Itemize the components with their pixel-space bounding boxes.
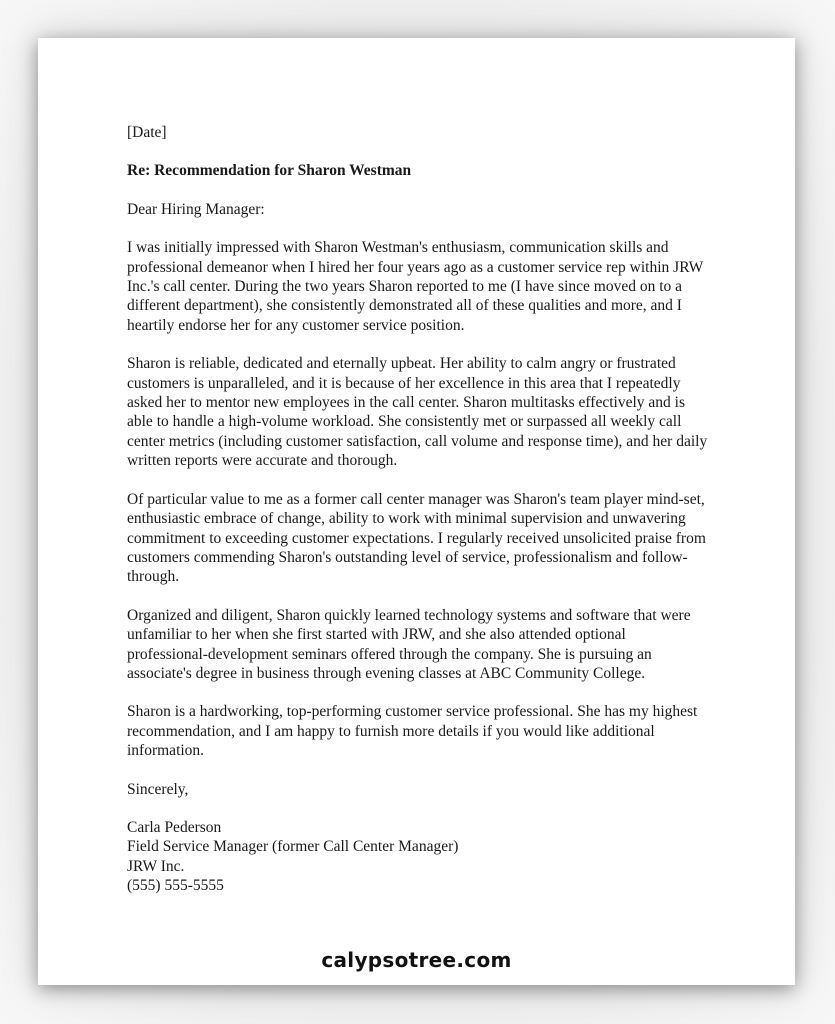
signature-phone: (555) 555-5555 xyxy=(127,877,224,895)
signature-company: JRW Inc. xyxy=(127,857,185,875)
body-paragraph: Sharon is a hardworking, top-performing customer service professional. She has my highest recommendation, and I am happy to furnish more details if you would like additional information. xyxy=(127,703,698,760)
signature-title: Field Service Manager (former Call Center Manager) xyxy=(127,838,459,856)
salutation: Dear Hiring Manager: xyxy=(127,200,265,218)
body-paragraph: Of particular value to me as a former call center manager was Sharon's team player mind-set, enthusiastic embrace of change, ability to work with minimal supervision and unwavering commitment to exceeding customer expectations. I regularly received unsolicited praise from customers commending Sharon's outstanding level of service, professionalism and follow-through. xyxy=(127,490,706,586)
closing: Sincerely, xyxy=(127,780,189,798)
body-paragraph: Sharon is reliable, dedicated and eternally upbeat. Her ability to calm angry or frustrated customers is unparalleled, and it is because of her excellence in this area that I repeatedly asked her to mentor new employees in the call center. Sharon multitasks effectively and is able to handle a high-volume workload. She consistently met or surpassed all weekly call center metrics (including customer satisfaction, call volume and response time), and her daily written reports were accurate and thorough. xyxy=(127,355,708,470)
letter-content xyxy=(38,38,795,896)
page-footer xyxy=(38,948,795,972)
body-paragraph: Organized and diligent, Sharon quickly learned technology systems and software that were unfamiliar to her when she first started with JRW, and she also attended optional professional-development seminars offered through the company. She is pursuing an associate's degree in business through evening classes at ABC Community College. xyxy=(127,606,691,682)
signature-block xyxy=(127,818,710,896)
subject-line: Re: Recommendation for Sharon Westman xyxy=(127,162,412,180)
letter-page xyxy=(38,38,795,985)
site-name: calypsotree.com xyxy=(321,948,512,972)
signature-name: Carla Pederson xyxy=(127,818,222,836)
body-paragraph: I was initially impressed with Sharon Westman's enthusiasm, communication skills and professional demeanor when I hired her four years ago as a customer service rep within JRW Inc.'s call center. During the two years Sharon reported to me (I have since moved on to a different department), she consistently demonstrated all of these qualities and more, and I heartily endorse her for any customer service position. xyxy=(127,239,704,334)
date-placeholder: [Date] xyxy=(127,124,167,141)
